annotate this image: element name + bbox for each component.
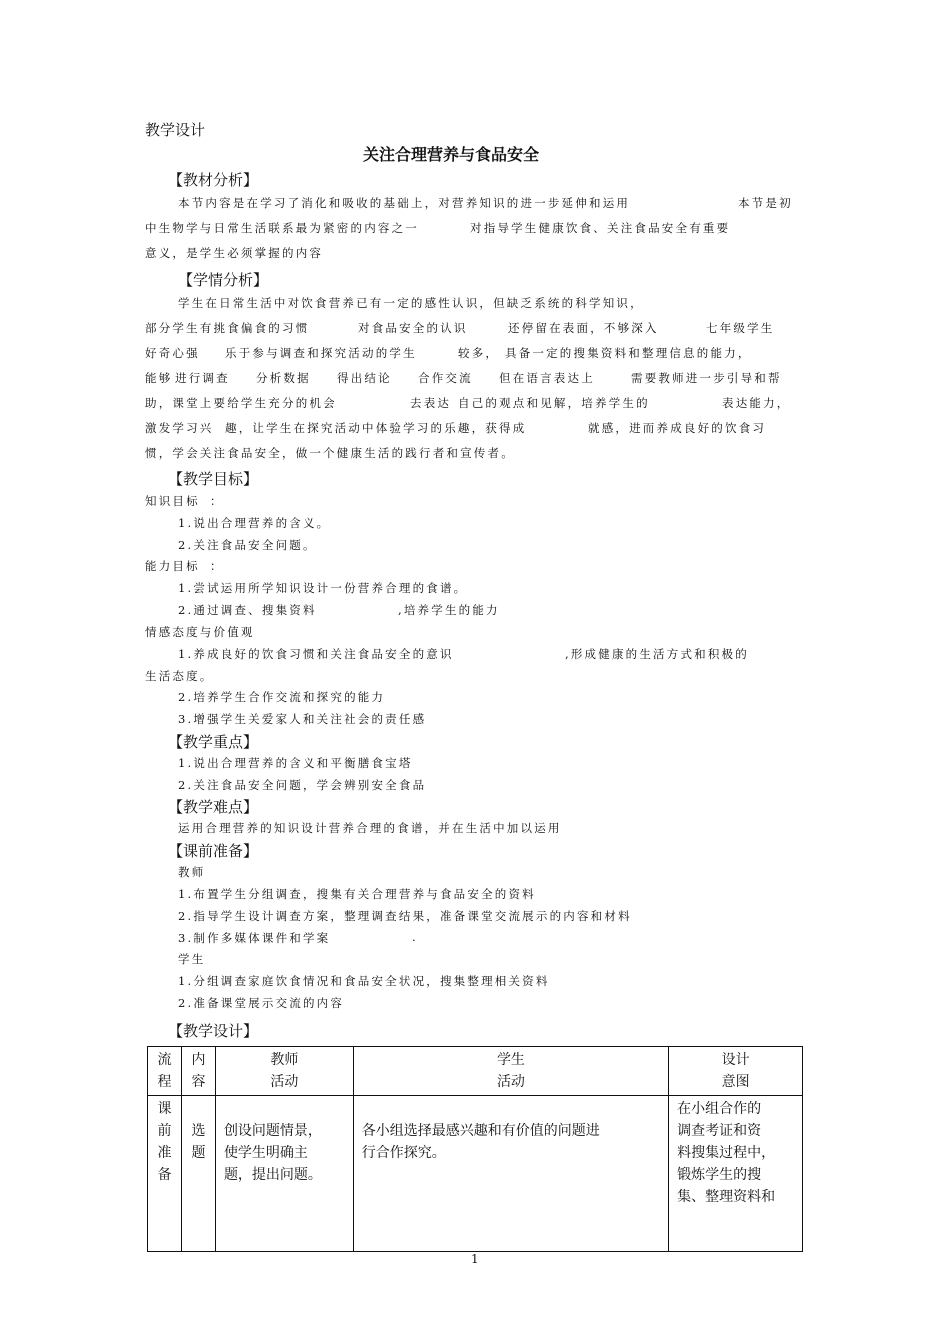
goal-item: 生活态度。 [145, 669, 214, 683]
section-heading-key: 【教学重点】 [168, 733, 259, 751]
section-heading-design: 【教学设计】 [168, 1022, 259, 1040]
paragraph-line: 表达能力， [722, 396, 791, 410]
paragraph-line: 部分学生有挑食偏食的习惯 [145, 321, 310, 335]
cell-intent: 在小组合作的 调查考证和资 料搜集过程中， 锻炼学生的搜 集、整理资料和 [669, 1096, 803, 1252]
cell-teacher: 创设问题情景， 使学生明确主 题，提出问题。 [215, 1096, 353, 1252]
paragraph-line: 乐于参与调查和探究活动的学生 [225, 346, 417, 360]
paragraph-line: 还停留在表面，不够深入 [508, 321, 659, 335]
header-student-activity: 学生 活动 [353, 1047, 668, 1096]
section-heading-prep: 【课前准备】 [168, 842, 259, 860]
paragraph-line: 中生物学与日常生活联系最为紧密的内容之一 [145, 221, 419, 235]
paragraph-line: 助，课堂上要给学生充分的机会 [145, 396, 337, 410]
prep-role: 学生 [178, 952, 206, 966]
paragraph-line: 对指导学生健康饮食、关注食品安全有重要 [470, 221, 731, 235]
document-title: 关注合理营养与食品安全 [363, 145, 540, 164]
cell-flow: 课 前 准 备 [148, 1096, 182, 1252]
paragraph-line: 但在语言表达上 [499, 371, 595, 385]
goal-item: ,形成健康的生活方式和积极的 [565, 647, 749, 661]
page-number: 1 [471, 1252, 479, 1266]
header-flow: 流 程 [148, 1047, 182, 1096]
paragraph-line: 较多， [458, 346, 500, 360]
goal-category-colon: ： [210, 559, 224, 573]
cell-content: 选 题 [181, 1096, 215, 1252]
paragraph-line: 得出结论 [337, 371, 392, 385]
paragraph-line: 去表达 [410, 396, 452, 410]
paragraph-line: 激发学习兴 [145, 421, 214, 435]
prep-item: . [412, 930, 418, 944]
paragraph-line: 具备一定的搜集资料和整理信息的能力， [505, 346, 752, 360]
prep-item: 2.指导学生设计调查方案，整理调查结果，准备课堂交流展示的内容和材料 [178, 909, 632, 923]
goal-category: 知识目标 [145, 494, 200, 508]
table-row [148, 1096, 803, 1252]
key-point: 2.关注食品安全问题，学会辨别安全食品 [178, 778, 427, 792]
paragraph-line: 自己的观点和见解，培养学生的 [458, 396, 650, 410]
goal-item: 1.尝试运用所学知识设计一份营养合理的食谱。 [178, 581, 468, 595]
paragraph-line: 好奇心强 [145, 346, 200, 360]
paragraph-line: 进行调查 [175, 371, 230, 385]
header-content: 内 容 [181, 1047, 215, 1096]
paragraph-line: 趣，让学生在探究活动中体验学习的乐趣，获得成 [225, 421, 527, 435]
header-design-intent: 设计 意图 [669, 1047, 803, 1096]
paragraph-line: 对食品安全的认识 [358, 321, 468, 335]
paragraph-line: 分析数据 [256, 371, 311, 385]
goal-category: 情感态度与价值观 [145, 625, 255, 639]
prep-role: 教师 [178, 865, 206, 879]
goal-item: 2.关注食品安全问题。 [178, 538, 317, 552]
paragraph-line: 合作交流 [418, 371, 473, 385]
section-heading-difficult: 【教学难点】 [168, 798, 259, 816]
section-heading-students: 【学情分析】 [178, 271, 269, 289]
paragraph-line: 需要教师进一步引导和帮 [631, 371, 782, 385]
header-teacher-activity: 教师 活动 [215, 1047, 353, 1096]
goal-item: 1.养成良好的饮食习惯和关注食品安全的意识 [178, 647, 454, 661]
paragraph-line: 学生在日常生活中对饮食营养已有一定的感性认识，但缺乏系统的科学知识， [178, 296, 644, 310]
goal-item: 3.增强学生关爱家人和关注社会的责任感 [178, 712, 427, 726]
prep-item: 1.布置学生分组调查，搜集有关合理营养与食品安全的资料 [178, 887, 536, 901]
table-header-row [148, 1047, 803, 1096]
goal-category: 能力目标 [145, 559, 200, 573]
paragraph-line: 就感，进而养成良好的饮食习 [588, 421, 767, 435]
section-heading-goals: 【教学目标】 [168, 470, 259, 488]
paragraph-line: 七年级学生 [706, 321, 775, 335]
paragraph-line: 意义，是学生必须掌握的内容 [145, 246, 324, 260]
goal-item: 2.通过调查、搜集资料 [178, 603, 317, 617]
goal-category-colon: ： [210, 494, 224, 508]
document-header: 教学设计 [145, 121, 206, 139]
design-table [147, 1046, 803, 1252]
difficult-point: 运用合理营养的知识设计营养合理的食谱，并在生活中加以运用 [178, 821, 562, 835]
paragraph-line: 本节是初 [738, 196, 793, 210]
prep-item: 1.分组调查家庭饮食情况和食品安全状况，搜集整理相关资料 [178, 974, 550, 988]
prep-item: 3.制作多媒体课件和学案 [178, 931, 331, 945]
goal-item: 1.说出合理营养的含义。 [178, 516, 331, 530]
goal-item: 2.培养学生合作交流和探究的能力 [178, 690, 386, 704]
paragraph-line: 惯，学会关注食品安全，做一个健康生活的践行者和宣传者。 [145, 446, 515, 460]
section-heading-materials: 【教材分析】 [168, 171, 259, 189]
cell-student: 各小组选择最感兴趣和有价值的问题进 行合作探究。 [353, 1096, 668, 1252]
goal-item: ,培养学生的能力 [398, 603, 500, 617]
key-point: 1.说出合理营养的含义和平衡膳食宝塔 [178, 756, 413, 770]
prep-item: 2.准备课堂展示交流的内容 [178, 996, 345, 1010]
paragraph-line: 本节内容是在学习了消化和吸收的基础上，对营养知识的进一步延伸和运用 [178, 196, 631, 210]
paragraph-line: 能够 [145, 371, 173, 385]
